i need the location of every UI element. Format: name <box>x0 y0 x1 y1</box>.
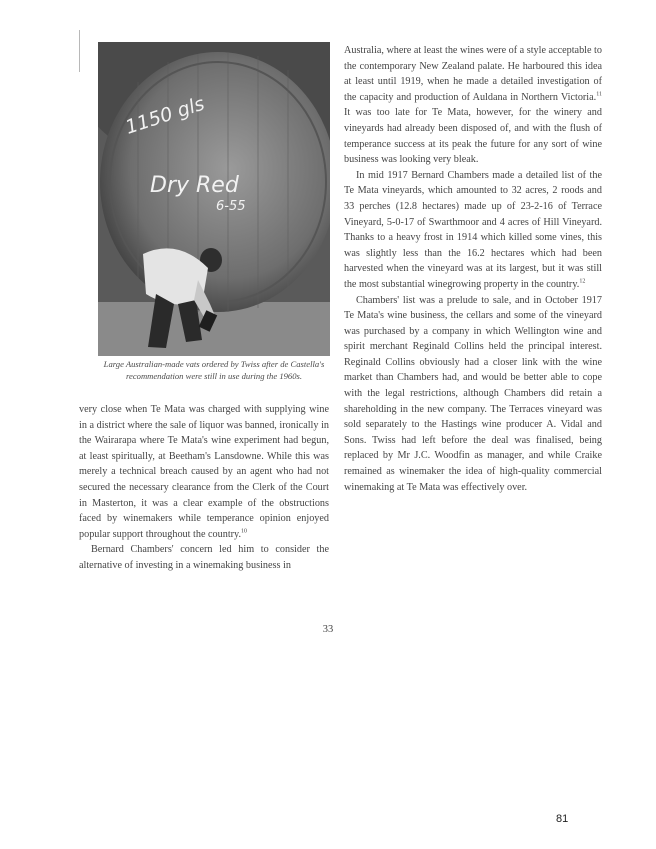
photo-caption: Large Australian-made vats ordered by Twiss after de Castella's recommendation were still in use during the 1960s. <box>103 359 325 381</box>
right-text-column <box>344 43 602 495</box>
left-paragraph-2: Bernard Chambers' concern led him to consider the alternative of investing in a winemaking business in <box>79 544 329 571</box>
footnote-ref: 12 <box>579 278 586 285</box>
left-paragraph-1: very close when Te Mata was charged with supplying wine in a district where the sale of liquor was banned, ironically in the Wairarapa where Te Mata's wine experiment had begun, at least spiritually, at Beetham's Lansdowne. While this was merely a technical breach caused by an agent who had not secured the necessary clearance from the Clerk of the Court in Masterton, it was a clear example of the obstructions faced by winemakers while temperance opinion enjoyed popular support throughout the country.$^{10}$ <box>79 404 329 540</box>
cask-wine-marking: Dry Red <box>150 173 239 198</box>
wine-vat-photo <box>98 42 330 356</box>
left-text-column <box>79 402 329 574</box>
right-paragraph-1: Australia, where at least the wines were of a style acceptable to the contemporary New Zealand palate. He harboured this idea at least until 1919, when he made a detailed investigation of the capacity and production of Auldana in Northern Victoria.$^{11}$ It was too late for Te Mata, however, for the winery and vineyards had already been disposed of, and with the flush of temperance success at its peak the future for any sort of wine business was looking very bleak. <box>344 45 602 166</box>
scan-edge-line <box>79 30 80 72</box>
footnote-ref: 10 <box>241 528 248 535</box>
cask-date-marking: 6-55 <box>216 199 246 214</box>
document-page-number: 81 <box>556 813 569 825</box>
footnote-ref: 11 <box>596 91 602 98</box>
book-page-number: 33 <box>322 624 334 635</box>
cask-capacity-marking: 1150 gls <box>122 92 208 139</box>
right-paragraph-3: Chambers' list was a prelude to sale, and in October 1917 Te Mata's wine business, the cellars and some of the vineyard was purchased by a company in which Wellington wine and spirit merchant Reginald Collins held the principal interest. Reginald Collins obviously had a closer link with the wine market than Chambers had, and would be better able to cope with the legal restrictions, although Chambers did retain a shareholding in the new company. The Terraces vineyard was sold separately to the Hastings wine producer A. Vidal and Sons. Twiss had left before the deal was finalised, being replaced by Mr J.C. Woodfin as manager, and while Craike remained as winemaker the idea of high-quality commercial winemaking at Te Mata was effectively over. <box>344 294 602 493</box>
right-paragraph-2: In mid 1917 Bernard Chambers made a detailed list of the Te Mata vineyards, which amounted to 32 acres, 2 roods and 33 perches (12.8 hectares) made up of 23-2-16 of Terrace Vineyard, 5-0-17 of Swarthmoor and 4 acres of Hill Vineyard. Thanks to a heavy frost in 1914 which killed some vines, this was slightly less than the 16.2 hectares which had been harvested when the vineyard was at its largest, but it was still the most substantial winegrowing property in the country.$^{12}$ <box>344 169 602 290</box>
